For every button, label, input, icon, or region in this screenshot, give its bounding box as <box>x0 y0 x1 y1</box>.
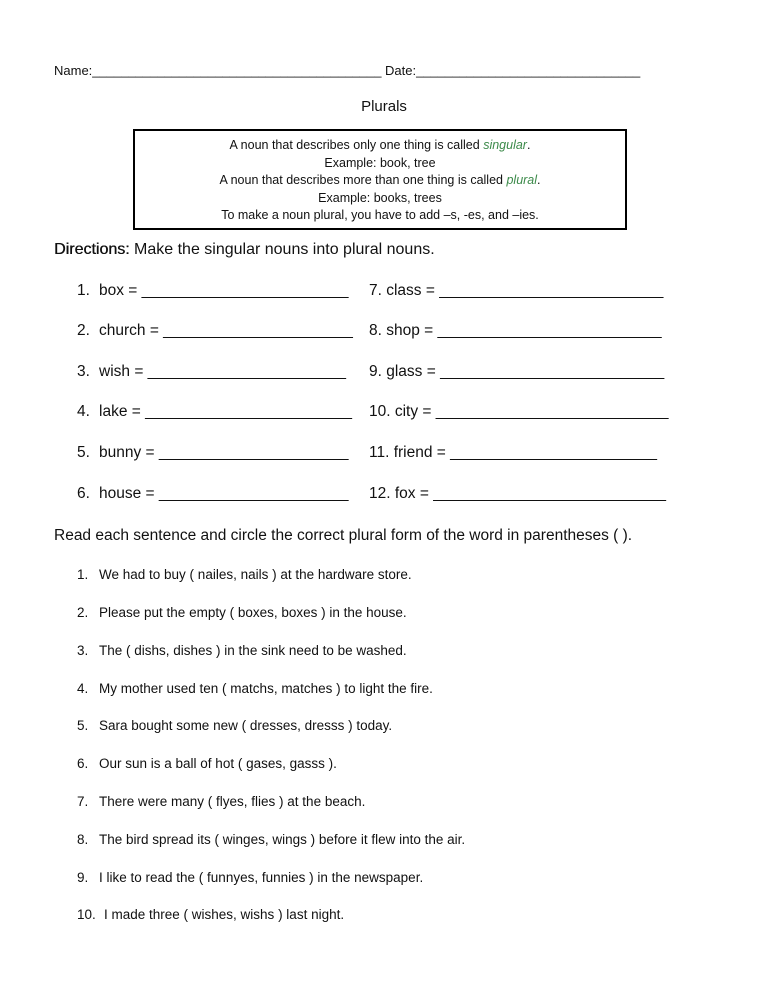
sentence-number: 7. <box>77 794 89 809</box>
sentence-text: The bird spread its ( winges, wings ) before it flew into the air. <box>99 832 466 847</box>
item-text: house = ______________________ <box>99 485 349 502</box>
sentence-item <box>77 907 344 922</box>
sentence-item <box>77 870 423 885</box>
sentence-number: 4. <box>77 681 89 696</box>
exercise-item <box>77 485 349 503</box>
sentence-item <box>77 794 365 809</box>
item-text: church = ______________________ <box>99 322 353 339</box>
item-number: 2. <box>77 322 90 339</box>
sentence-text: I made three ( wishes, wishs ) last night. <box>104 907 345 922</box>
sentence-text: I like to read the ( funnyes, funnies ) in the newspaper. <box>99 870 424 885</box>
sentence-item <box>77 718 392 733</box>
plural-example: Example: books, trees <box>318 191 442 205</box>
page-title: Plurals <box>361 98 407 115</box>
sentence-number: 6. <box>77 756 89 771</box>
singular-example: Example: book, tree <box>324 156 436 170</box>
sentence-text: There were many ( flyes, flies ) at the beach. <box>99 794 366 809</box>
exercise-item <box>77 282 349 300</box>
plural-rule: To make a noun plural, you have to add –s, -es, and –ies. <box>221 208 539 222</box>
item-number: 1. <box>77 282 90 299</box>
circle-instructions: Read each sentence and circle the correct plural form of the word in parentheses ( ). <box>54 527 633 544</box>
exercise-item <box>77 403 352 421</box>
item-text: bunny = ______________________ <box>99 444 349 461</box>
exercise-item: 11. friend = ________________________ <box>369 444 658 461</box>
definition-singular <box>135 138 625 152</box>
definition-text: A noun that describes only one thing is called <box>229 138 484 152</box>
exercise-item: 12. fox = ___________________________ <box>369 485 666 502</box>
sentence-item <box>77 643 407 658</box>
definition-text: . <box>526 138 531 152</box>
sentence-item <box>77 681 433 696</box>
exercise-item: 7. class = __________________________ <box>369 282 664 299</box>
sentence-item <box>77 567 412 582</box>
definition-text: A noun that describes more than one thing is called <box>219 173 507 187</box>
plural-term: plural <box>506 173 538 187</box>
sentence-number: 1. <box>77 567 89 582</box>
singular-term: singular <box>483 138 527 152</box>
item-number: 4. <box>77 403 90 420</box>
sentence-number: 9. <box>77 870 89 885</box>
exercise-item: 9. glass = __________________________ <box>369 363 665 380</box>
item-text: wish = _______________________ <box>99 363 346 380</box>
directions-label: Directions: <box>54 241 130 258</box>
sentence-number: 5. <box>77 718 89 733</box>
item-number: 6. <box>77 485 90 502</box>
sentence-text: My mother used ten ( matchs, matches ) to light the fire. <box>99 681 433 696</box>
sentence-item <box>77 756 337 771</box>
sentence-text: Our sun is a ball of hot ( gases, gasss ). <box>99 756 337 771</box>
exercise-item: 10. city = ___________________________ <box>369 403 669 420</box>
item-text: lake = ________________________ <box>99 403 352 420</box>
sentence-text: We had to buy ( nailes, nails ) at the hardware store. <box>99 567 412 582</box>
definition-plural <box>135 173 625 187</box>
definition-box <box>133 129 627 230</box>
exercise-item <box>77 322 353 340</box>
sentence-number: 2. <box>77 605 89 620</box>
sentence-text: The ( dishs, dishes ) in the sink need to be washed. <box>99 643 407 658</box>
name-field-label: Name:________________________________________ <box>54 63 382 78</box>
item-number: 3. <box>77 363 90 380</box>
date-field-label: Date:_______________________________ <box>385 63 641 78</box>
sentence-item <box>77 605 407 620</box>
directions <box>54 241 435 259</box>
item-number: 5. <box>77 444 90 461</box>
definition-text: . <box>537 173 541 187</box>
sentence-text: Sara bought some new ( dresses, dresss ) today. <box>99 718 393 733</box>
sentence-number: 3. <box>77 643 89 658</box>
exercise-item: 8. shop = __________________________ <box>369 322 662 339</box>
sentence-number: 8. <box>77 832 89 847</box>
exercise-item <box>77 363 346 381</box>
exercise-item <box>77 444 349 462</box>
directions-text: Make the singular nouns into plural nouns. <box>129 241 435 258</box>
sentence-text: Please put the empty ( boxes, boxes ) in the house. <box>99 605 407 620</box>
sentence-number: 10. <box>77 907 96 922</box>
item-text: box = ________________________ <box>99 282 349 299</box>
sentence-item <box>77 832 465 847</box>
